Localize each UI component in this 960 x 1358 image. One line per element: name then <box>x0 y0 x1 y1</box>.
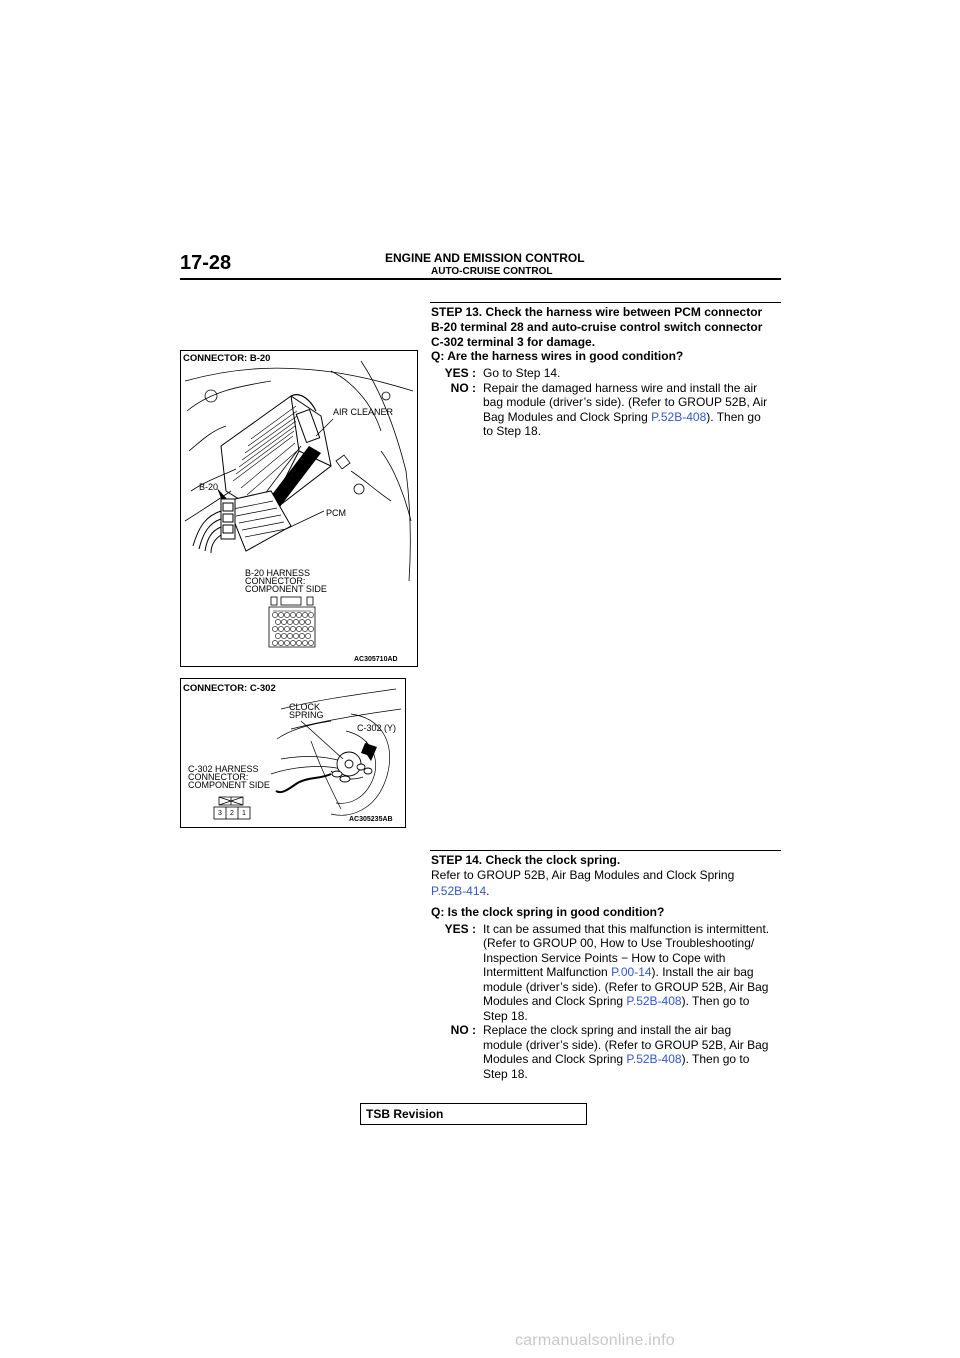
step13-no-line3-text: Bag Modules and Clock Spring <box>483 410 652 424</box>
step14-no-line3-end: ). Then go to <box>681 1052 750 1066</box>
step13-yes-text: Go to Step 14. <box>483 366 561 380</box>
harness-caption-line1: C-302 HARNESS <box>188 764 259 774</box>
step14-yes-line5: module (driver’s side). (Refer to GROUP 52B, Air Bag <box>483 980 769 994</box>
step13-no-line1: Repair the damaged harness wire and install the air <box>483 381 758 395</box>
step14-no-line3 <box>483 1052 749 1067</box>
figure-code: AC305235AB <box>349 816 393 823</box>
step13-rule <box>430 302 781 303</box>
figure-connector-b20 <box>180 350 418 667</box>
step13-yes-key: YES : <box>444 366 476 380</box>
harness-caption-line3: COMPONENT SIDE <box>188 780 270 790</box>
section-title: ENGINE AND EMISSION CONTROL <box>385 251 585 265</box>
callout-clock-line2: SPRING <box>289 710 324 720</box>
watermark: carmanualsonline.info <box>515 1332 675 1349</box>
page-number: 17-28 <box>180 252 232 274</box>
callout-clock-line1: CLOCK <box>289 702 321 712</box>
callout-b20: B-20 <box>199 482 219 492</box>
step14-title: STEP 14. Check the clock spring. <box>431 853 621 867</box>
step13-title-line1: STEP 13. Check the harness wire between PCM connector <box>431 305 763 319</box>
callout-air-cleaner: AIR CLEANER <box>333 407 394 417</box>
pin-1: 1 <box>242 810 246 817</box>
step14-no-line2: module (driver’s side). (Refer to GROUP 52B, Air Bag <box>483 1038 769 1052</box>
step14-refer-link[interactable]: P.52B-414 <box>431 884 487 898</box>
connector-label: CONNECTOR: C-302 <box>183 683 276 694</box>
step13-title-line2: B-20 terminal 28 and auto-cruise control switch connector <box>431 320 763 334</box>
step14-no-link[interactable]: P.52B-408 <box>626 1052 682 1066</box>
step14-yes-line2: (Refer to GROUP 00, How to Use Troubleshooting/ <box>483 936 755 950</box>
harness-caption-line2: CONNECTOR: <box>245 576 306 586</box>
callout-c302: C-302 (Y) <box>357 723 397 733</box>
step14-refer-end: . <box>486 884 490 898</box>
step14-yes-link1[interactable]: P.00-14 <box>611 965 652 979</box>
step13-no-key: NO : <box>450 381 476 395</box>
step14-yes-line6 <box>483 994 749 1009</box>
step13-no-line4: to Step 18. <box>483 424 542 438</box>
step13-no-line3-end: ). Then go <box>706 410 761 424</box>
step14-no-line4: Step 18. <box>483 1067 528 1081</box>
step13-no-line3 <box>483 410 761 425</box>
step14-refer-line2 <box>431 884 490 899</box>
pin-3: 3 <box>218 810 222 817</box>
pin-2: 2 <box>230 810 234 817</box>
figure-connector-c302 <box>180 678 406 828</box>
step14-yes-line3: Inspection Service Points − How to Cope with <box>483 951 726 965</box>
tsb-revision-label: TSB Revision <box>366 1107 444 1121</box>
step14-yes-line1: It can be assumed that this malfunction is intermittent. <box>483 922 770 936</box>
step14-yes-line4 <box>483 965 754 980</box>
step13-no-link[interactable]: P.52B-408 <box>651 410 707 424</box>
step14-refer-line1: Refer to GROUP 52B, Air Bag Modules and Clock Spring <box>431 868 735 882</box>
harness-caption-line1: B-20 HARNESS <box>245 568 311 578</box>
step14-rule <box>430 850 781 851</box>
step14-yes-key: YES : <box>444 922 476 936</box>
harness-caption-line2: CONNECTOR: <box>188 772 249 782</box>
step14-yes-line4-end: ). Install the air bag <box>651 965 754 979</box>
connector-label: CONNECTOR: B-20 <box>183 353 271 364</box>
step14-yes-line4-text: Intermittent Malfunction <box>483 965 612 979</box>
step14-no-key: NO : <box>450 1023 476 1037</box>
step14-yes-link2[interactable]: P.52B-408 <box>626 994 682 1008</box>
header-rule <box>180 278 781 280</box>
subsection-title: AUTO-CRUISE CONTROL <box>431 266 553 277</box>
step14-yes-line7: Step 18. <box>483 1009 528 1023</box>
step13-title-line3: C-302 terminal 3 for damage. <box>431 335 596 349</box>
engine-bay-illustration <box>181 351 417 666</box>
step14-no-line1: Replace the clock spring and install the air bag <box>483 1023 732 1037</box>
step13-question: Q: Are the harness wires in good condition? <box>431 349 684 363</box>
harness-caption-line3: COMPONENT SIDE <box>245 584 327 594</box>
step14-question: Q: Is the clock spring in good condition? <box>431 905 665 919</box>
callout-pcm: PCM <box>326 508 346 518</box>
tsb-revision-box <box>360 1103 587 1125</box>
figure-code: AC305710AD <box>354 656 398 663</box>
step14-no-line3-text: Modules and Clock Spring <box>483 1052 627 1066</box>
step14-yes-line6-end: ). Then go to <box>681 994 750 1008</box>
step14-yes-line6-text: Modules and Clock Spring <box>483 994 627 1008</box>
step13-no-line2: bag module (driver’s side). (Refer to GROUP 52B, Air <box>483 395 768 409</box>
